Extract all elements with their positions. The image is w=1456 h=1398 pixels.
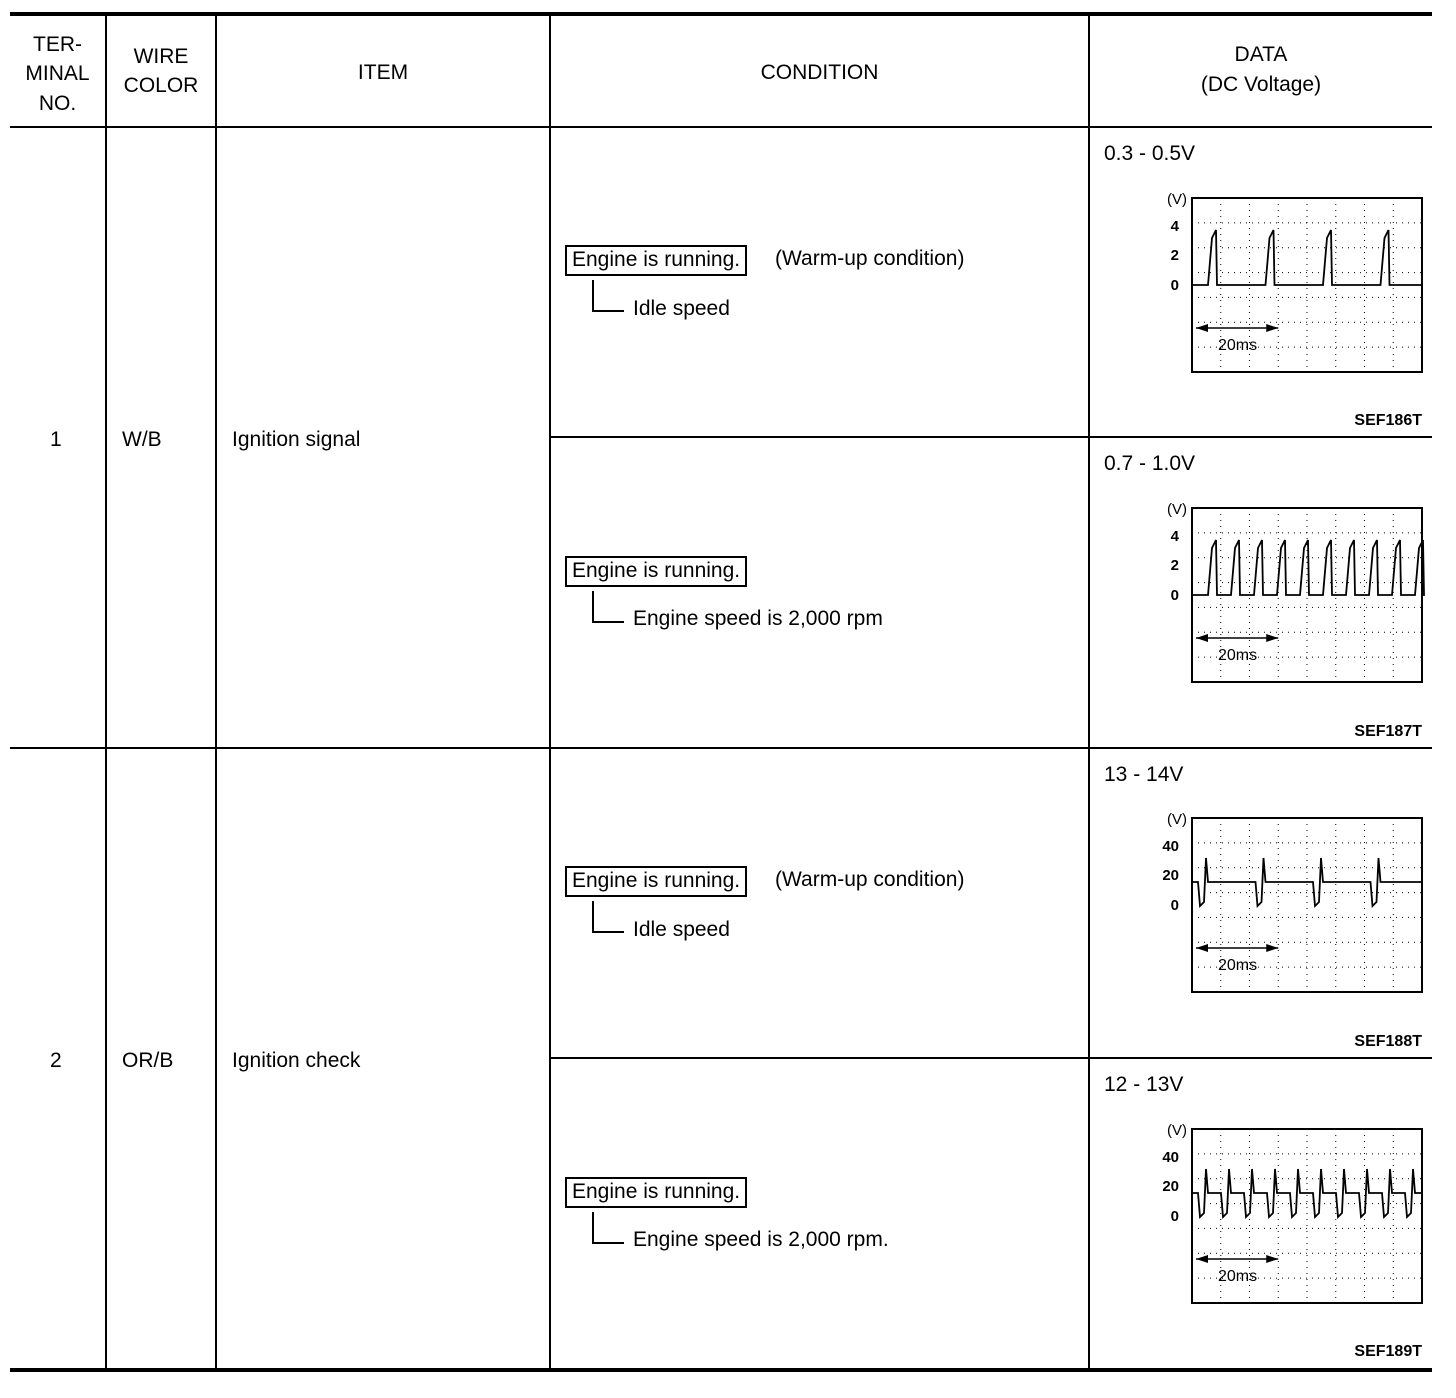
sub-row-divider — [549, 436, 1432, 438]
header-divider — [10, 126, 1432, 128]
condition-box: Engine is running. — [565, 1177, 747, 1208]
time-arrow — [1266, 1255, 1278, 1263]
bottom-border — [10, 1368, 1432, 1372]
condition-connector — [592, 591, 624, 623]
data-value: 12 - 13V — [1104, 1073, 1184, 1096]
terminal-number: 1 — [50, 428, 62, 451]
time-label: 20ms — [1218, 647, 1258, 664]
time-arrow — [1266, 634, 1278, 642]
y-tick-label: 4 — [1170, 528, 1179, 545]
time-label: 20ms — [1218, 957, 1258, 974]
header-data: DATA (DC Voltage) — [1200, 43, 1322, 97]
top-border — [10, 12, 1432, 16]
oscilloscope-waveform — [1150, 1111, 1430, 1311]
y-tick-label: 4 — [1170, 218, 1179, 235]
figure-code: SEF189T — [1354, 1343, 1422, 1360]
y-tick-label: 2 — [1170, 247, 1179, 264]
condition-sub: Idle speed — [633, 918, 730, 941]
terminal-number: 2 — [50, 1049, 62, 1072]
y-tick-label: 20 — [1162, 1178, 1179, 1195]
condition-box: Engine is running. — [565, 866, 747, 897]
data-value: 0.7 - 1.0V — [1104, 452, 1196, 475]
time-label: 20ms — [1218, 337, 1258, 354]
row-divider — [10, 747, 1432, 749]
condition-suffix: (Warm-up condition) — [775, 868, 965, 891]
y-tick-label: 40 — [1162, 838, 1179, 855]
axis-unit: (V) — [1167, 1122, 1187, 1139]
y-tick-label: 2 — [1170, 557, 1179, 574]
header-item: ITEM — [357, 61, 409, 84]
time-arrow — [1196, 1255, 1208, 1263]
oscilloscope-waveform — [1150, 490, 1430, 690]
header-condition: CONDITION — [760, 61, 879, 84]
condition-box: Engine is running. — [565, 245, 747, 276]
y-tick-label: 40 — [1162, 1149, 1179, 1166]
data-value: 0.3 - 0.5V — [1104, 142, 1196, 165]
figure-code: SEF188T — [1354, 1033, 1422, 1050]
time-arrow — [1266, 944, 1278, 952]
condition-sub: Engine speed is 2,000 rpm — [633, 607, 883, 630]
time-arrow — [1196, 324, 1208, 332]
condition-connector — [592, 1212, 624, 1244]
condition-connector — [592, 280, 624, 312]
axis-unit: (V) — [1167, 501, 1187, 518]
y-tick-label: 0 — [1170, 1208, 1179, 1225]
oscilloscope-waveform — [1150, 800, 1430, 1000]
condition-suffix: (Warm-up condition) — [775, 247, 965, 270]
waveform-trace — [1192, 540, 1424, 595]
y-tick-label: 0 — [1170, 277, 1179, 294]
wire-color: OR/B — [122, 1049, 174, 1072]
header-terminal-no: TER- MINAL NO. — [25, 33, 90, 115]
column-divider — [105, 12, 107, 1370]
condition-box: Engine is running. — [565, 556, 747, 587]
oscilloscope-waveform — [1150, 180, 1430, 380]
figure-code: SEF187T — [1354, 723, 1422, 740]
wire-color: W/B — [122, 428, 162, 451]
data-value: 13 - 14V — [1104, 763, 1184, 786]
waveform-trace — [1192, 858, 1422, 906]
item-name: Ignition check — [232, 1049, 361, 1072]
header-wire-color: WIRE COLOR — [123, 45, 199, 98]
axis-unit: (V) — [1167, 191, 1187, 208]
time-arrow — [1266, 324, 1278, 332]
item-name: Ignition signal — [232, 428, 361, 451]
column-divider — [1088, 12, 1090, 1370]
time-arrow — [1196, 944, 1208, 952]
sub-row-divider — [549, 1057, 1432, 1059]
condition-sub: Engine speed is 2,000 rpm. — [633, 1228, 889, 1251]
figure-code: SEF186T — [1354, 412, 1422, 429]
time-arrow — [1196, 634, 1208, 642]
y-tick-label: 0 — [1170, 587, 1179, 604]
condition-connector — [592, 901, 624, 933]
column-divider — [549, 12, 551, 1370]
waveform-trace — [1192, 1169, 1422, 1217]
column-divider — [215, 12, 217, 1370]
y-tick-label: 0 — [1170, 897, 1179, 914]
y-tick-label: 20 — [1162, 867, 1179, 884]
time-label: 20ms — [1218, 1268, 1258, 1285]
axis-unit: (V) — [1167, 811, 1187, 828]
condition-sub: Idle speed — [633, 297, 730, 320]
